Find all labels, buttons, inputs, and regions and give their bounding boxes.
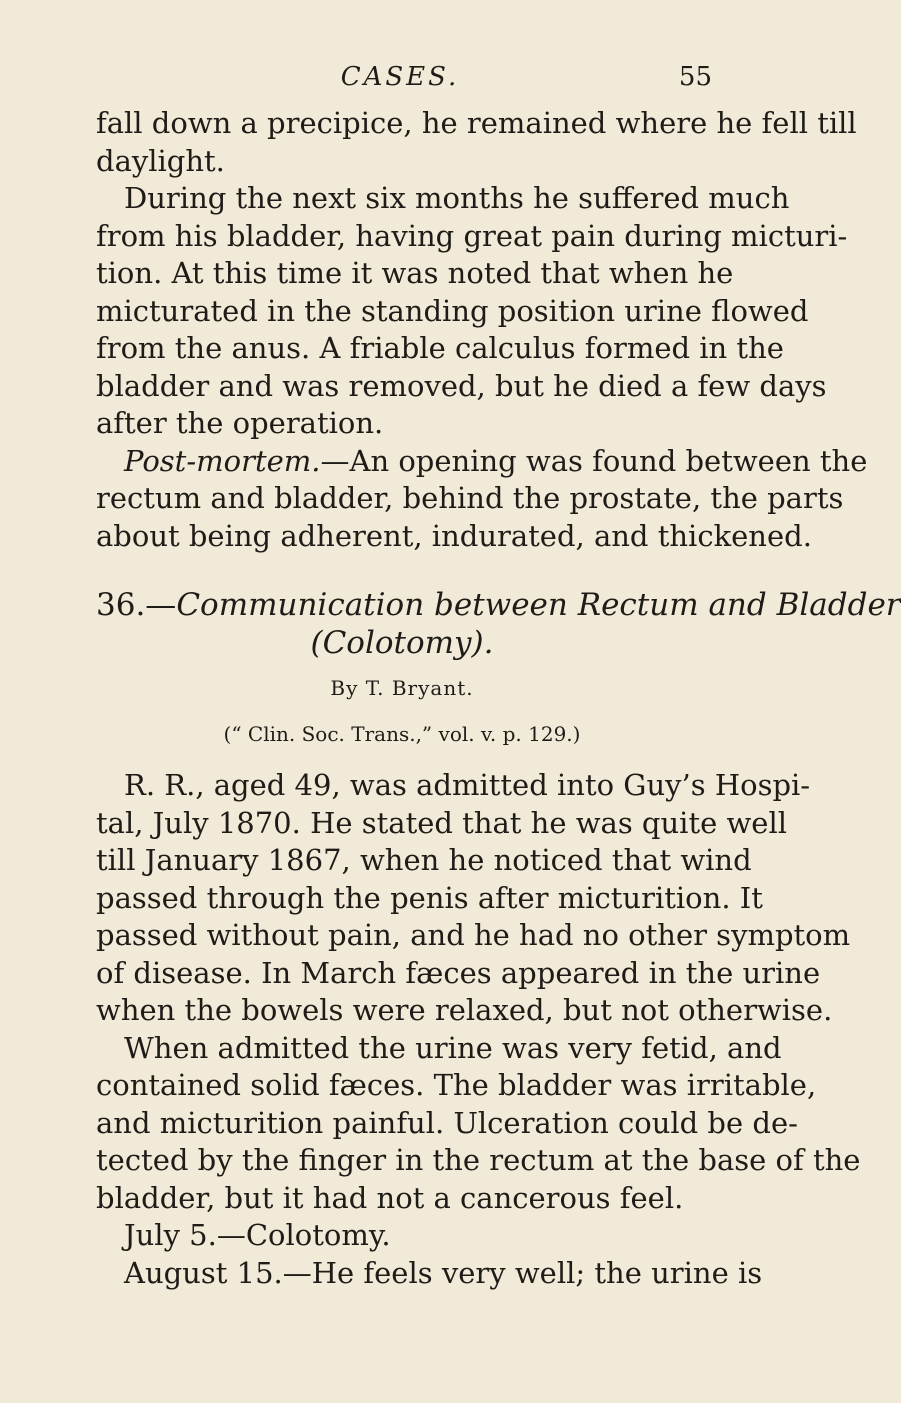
post-mortem-text: —An opening was found between the — [320, 443, 868, 478]
text-line: bladder, but it had not a cancerous feel. — [96, 1180, 684, 1215]
page-number: 55 — [678, 62, 712, 92]
paragraph-5 — [96, 1030, 861, 1218]
text-line: During the next six months he suffered much — [124, 181, 790, 215]
case-title — [96, 587, 901, 625]
paragraph-4 — [96, 767, 851, 1030]
text-line: bladder and was removed, but he died a few days — [96, 368, 827, 403]
text-line: daylight. — [96, 143, 225, 178]
text-line — [96, 443, 868, 481]
text-line: tected by the finger in the rectum at the base of the — [96, 1143, 861, 1177]
text-line: passed through the penis after micturition. It — [96, 880, 763, 915]
case-heading — [96, 587, 901, 753]
text-line: and micturition painful. Ulceration could be de- — [96, 1105, 798, 1140]
text-line: about being adherent, indurated, and thickened. — [96, 518, 812, 553]
page-header — [0, 62, 800, 102]
paragraph-1 — [96, 105, 857, 180]
text-line: When admitted the urine was very fetid, and — [124, 1030, 782, 1065]
text-line: August 15.—He feels very well; the urine is — [124, 1255, 763, 1290]
text-line: R. R., aged 49, was admitted into Guy’s Hospi- — [124, 768, 811, 802]
paragraph-7 — [96, 1255, 763, 1293]
text-line: after the operation. — [96, 406, 384, 440]
text-line: when the bowels were relaxed, but not otherwise. — [96, 993, 833, 1027]
case-author: By T. Bryant. — [330, 676, 474, 700]
text-line: of disease. In March fæces appeared in the urine — [96, 955, 821, 990]
text-line: from the anus. A friable calculus formed in the — [96, 331, 784, 365]
text-line: fall down a precipice, he remained where he fell till — [96, 106, 857, 140]
paragraph-2 — [96, 180, 848, 443]
text-line: till January 1867, when he noticed that wind — [96, 843, 752, 877]
text-line: rectum and bladder, behind the prostate, the parts — [96, 481, 844, 515]
spacer — [96, 753, 708, 767]
text-line: passed without pain, and he had no other symptom — [96, 918, 851, 952]
paragraph-3 — [96, 443, 868, 556]
case-title-line-1: Communication between Rectum and Bladder — [176, 587, 901, 623]
text-line: from his bladder, having great pain during micturi- — [96, 218, 848, 253]
case-reference: (“ Clin. Soc. Trans.,” vol. v. p. 129.) — [223, 721, 581, 746]
case-number: 36.— — [96, 587, 177, 623]
page-body — [96, 105, 901, 1292]
text-line: contained solid fæces. The bladder was irritable, — [96, 1068, 817, 1102]
text-line: tion. At this time it was noted that when he — [96, 256, 734, 290]
text-line: July 5.—Colotomy. — [124, 1218, 391, 1252]
text-line: tal, July 1870. He stated that he was quite well — [96, 805, 788, 840]
paragraph-6 — [96, 1217, 708, 1255]
running-head: CASES. — [340, 62, 460, 92]
post-mortem-label: Post-mortem. — [124, 443, 321, 478]
text-line: micturated in the standing position urine flowed — [96, 293, 809, 328]
case-title-line-2: (Colotomy). — [310, 624, 494, 661]
